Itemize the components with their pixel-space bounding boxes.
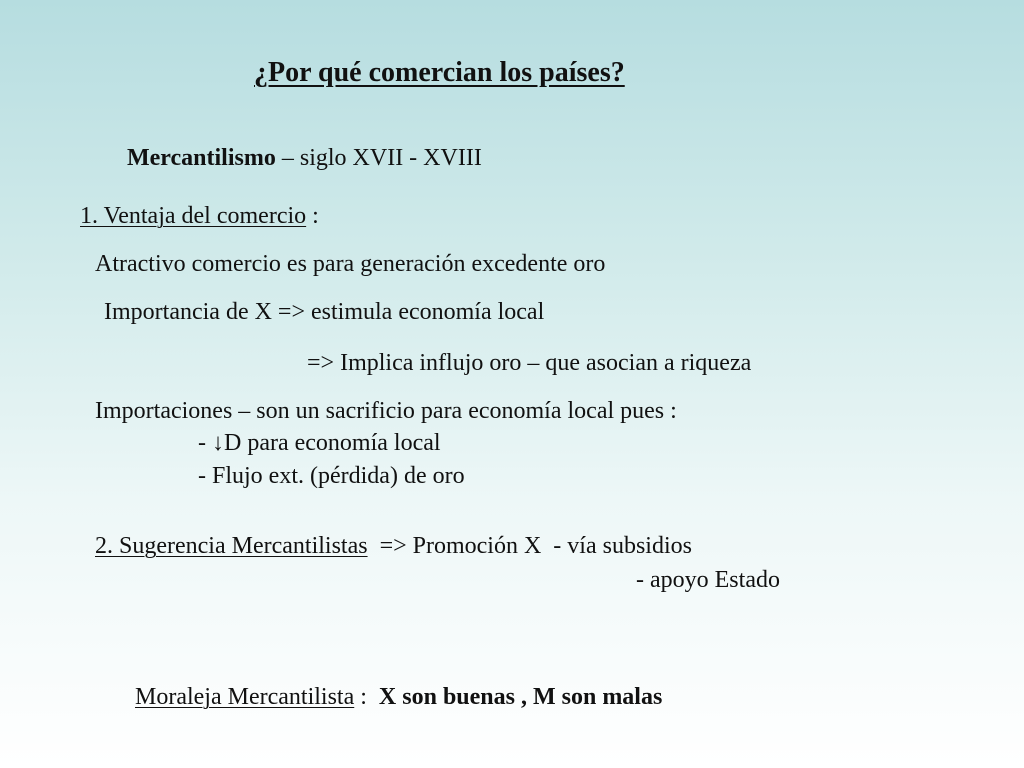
down-arrow-icon: ↓ (212, 430, 224, 456)
imports-bullet-1-prefix: - (198, 430, 212, 456)
section1-heading-line (80, 201, 319, 231)
section1-line1: Atractivo comercio es para generación excedente oro (95, 251, 606, 277)
subtitle (127, 143, 482, 173)
section2-rest: => Promoción X - vía subsidios (367, 533, 692, 559)
moral-label: Moraleja Mercantilista (135, 684, 355, 710)
section2-continuation: - apoyo Estado (636, 567, 780, 593)
imports-intro: Importaciones – son un sacrificio para economía local pues : (95, 398, 677, 424)
subtitle-term: Mercantilismo (127, 145, 276, 171)
section1-line2: Importancia de X => estimula economía local (104, 299, 545, 325)
section1-heading: 1. Ventaja del comercio (80, 203, 307, 229)
imports-bullet-2: - Flujo ext. (pérdida) de oro (198, 463, 465, 489)
imports-bullet-1-text: D para economía local (224, 430, 441, 456)
subtitle-rest: – siglo XVII - XVIII (275, 145, 482, 171)
section1-heading-suffix: : (306, 203, 319, 229)
section2-line (95, 531, 692, 561)
section2-heading: 2. Sugerencia Mercantilistas (95, 533, 368, 559)
imports-bullet-1 (198, 428, 441, 458)
moral-text: X son buenas , M son malas (378, 684, 663, 710)
section1-line3: => Implica influjo oro – que asocian a riqueza (307, 350, 752, 376)
page-title: ¿Por qué comercian los países? (254, 57, 625, 88)
moral-line (135, 682, 662, 712)
moral-sep: : (354, 684, 379, 710)
